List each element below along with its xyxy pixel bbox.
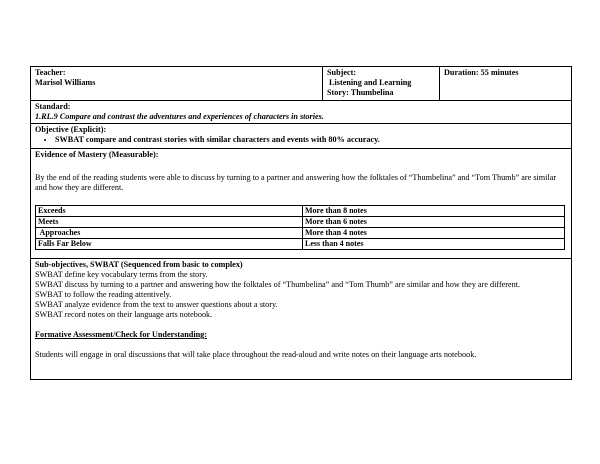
table-row: [36, 228, 565, 239]
standard-label: Standard:: [35, 102, 71, 111]
level-name: Falls Far Below: [36, 239, 303, 250]
subobjectives-row: [30, 259, 572, 380]
duration-cell: [440, 67, 571, 100]
mastery-label: Evidence of Mastery (Measurable):: [35, 150, 159, 159]
subobjectives-label: Sub-objectives, SWBAT (Sequenced from basic to complex): [35, 260, 243, 269]
mastery-row: [30, 149, 572, 259]
duration: Duration: 55 minutes: [444, 68, 519, 77]
mastery-paragraph: By the end of the reading students were able to discuss by turning to a partner and answering how the folktales of “Thumbelina” and “Tom Thumb” are similar and how they are different.: [35, 173, 557, 192]
subobjective-item: SWBAT analyze evidence from the text to answer questions about a story.: [35, 300, 278, 309]
standard-text: 1.RL.9 Compare and contrast the adventures and experiences of characters in stories.: [35, 112, 324, 121]
subject-name: Listening and Learning: [327, 78, 412, 87]
objective-row: [30, 124, 572, 149]
teacher-label: Teacher:: [35, 68, 66, 77]
formative-assessment-text: Students will engage in oral discussions that will take place throughout the read-aloud and write notes on their language arts notebook.: [35, 350, 477, 359]
subobjective-item: SWBAT discuss by turning to a partner and answering how the folktales of “Thumbelina” and “Tom Thumb” are similar and how they are different.: [35, 280, 521, 289]
level-value: More than 8 notes: [303, 206, 565, 217]
header-row: [30, 66, 572, 101]
story-title: Story: Thumbelina: [327, 88, 394, 97]
subject-label: Subject:: [327, 68, 357, 77]
standard-row: [30, 101, 572, 124]
level-value: Less than 4 notes: [303, 239, 565, 250]
mastery-levels-table: [35, 205, 565, 250]
objective-label: Objective (Explicit):: [35, 125, 107, 134]
table-row: [36, 217, 565, 228]
teacher-cell: [31, 67, 323, 100]
subobjective-item: SWBAT record notes on their language arts notebook.: [35, 310, 213, 319]
formative-assessment-label: Formative Assessment/Check for Understanding:: [35, 330, 208, 339]
level-name: Meets: [36, 217, 303, 228]
subobjective-item: SWBAT to follow the reading attentively.: [35, 290, 172, 299]
lesson-plan-document: [30, 66, 572, 380]
table-row: [36, 239, 565, 250]
subobjective-item: SWBAT define key vocabulary terms from the story.: [35, 270, 208, 279]
objective-list: [35, 135, 567, 145]
level-name: Exceeds: [36, 206, 303, 217]
teacher-name: Marisol Williams: [35, 78, 96, 87]
level-value: More than 4 notes: [303, 228, 565, 239]
subject-cell: [323, 67, 440, 100]
objective-item: • SWBAT compare and contrast stories with similar characters and events with 80% accuracy.: [55, 135, 567, 145]
table-row: [36, 206, 565, 217]
level-name: Approaches: [36, 228, 303, 239]
level-value: More than 6 notes: [303, 217, 565, 228]
